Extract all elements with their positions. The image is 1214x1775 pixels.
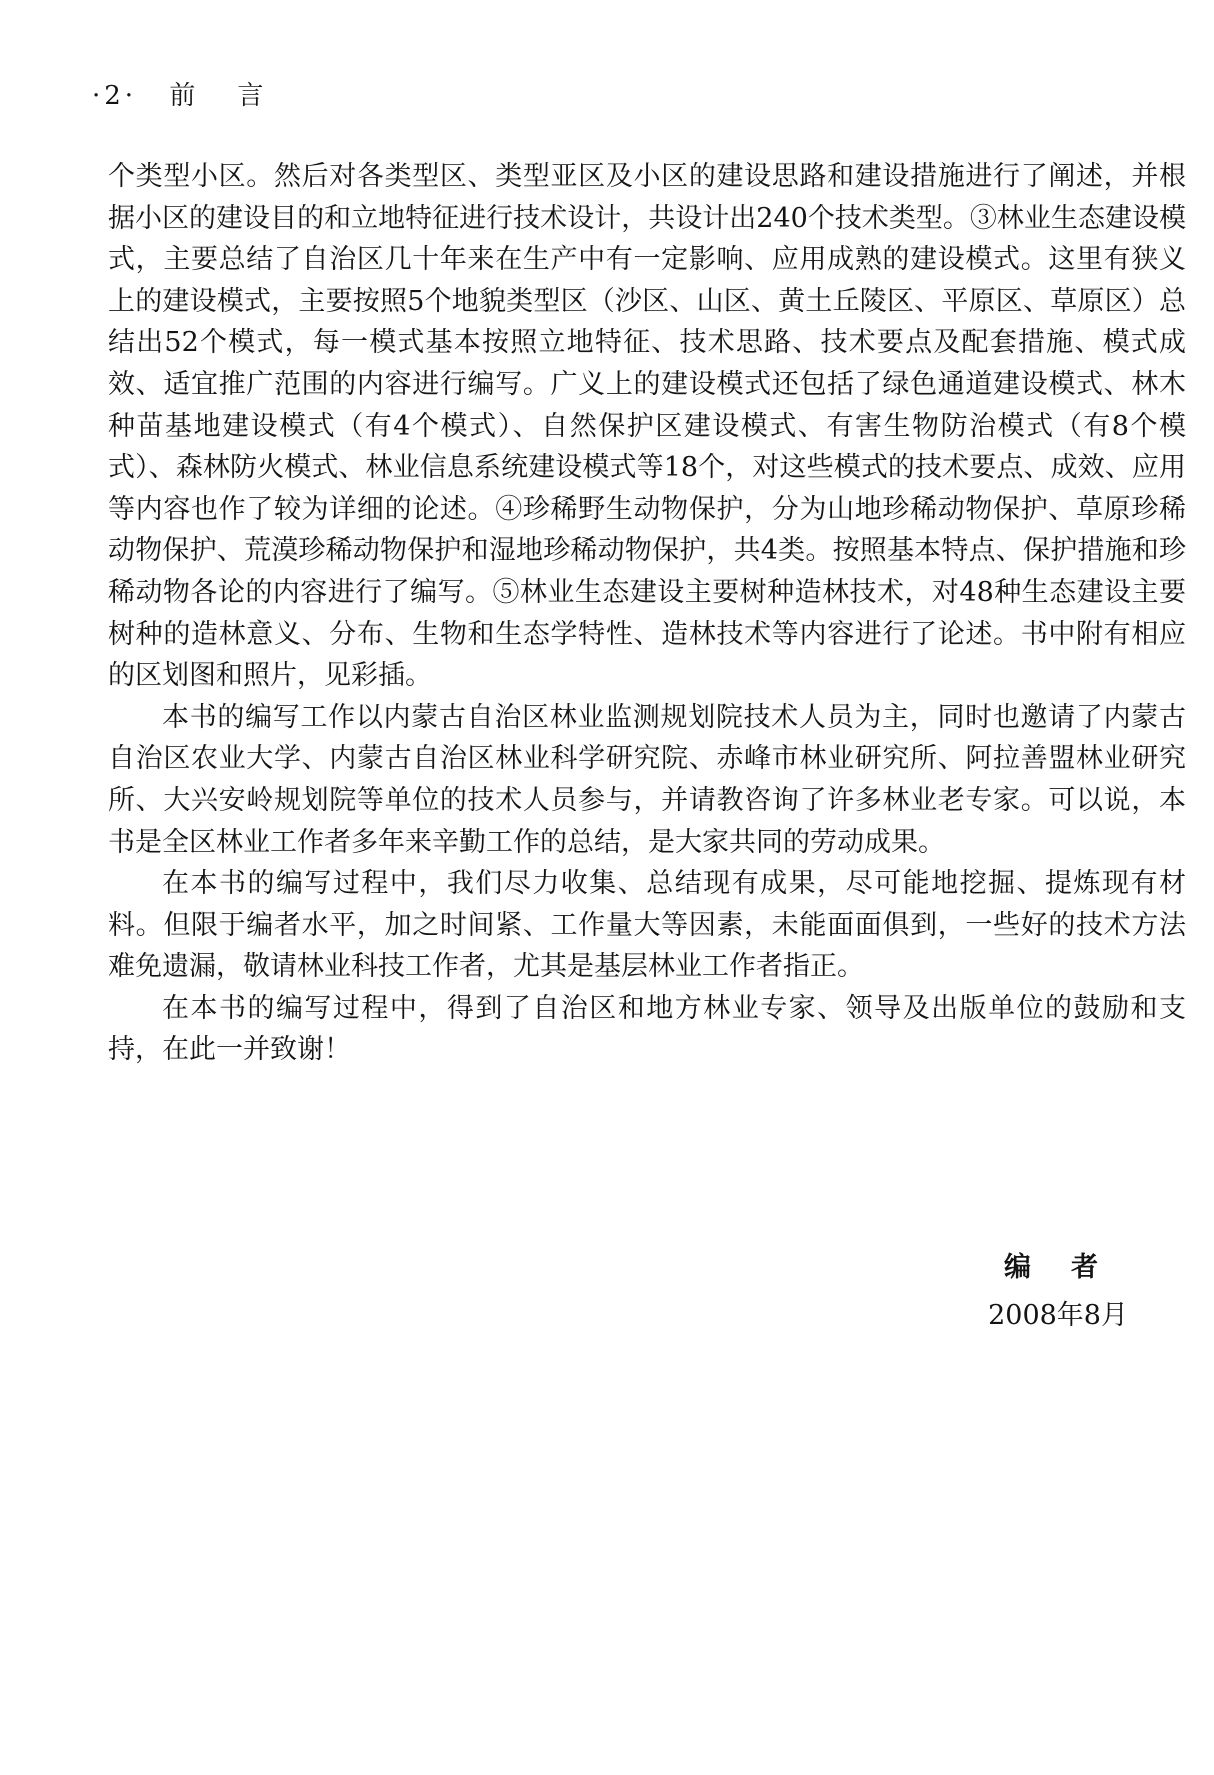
editor-signature: 编者 bbox=[1004, 1252, 1138, 1283]
section-title: 前言 bbox=[169, 81, 306, 111]
paragraph-acknowledgement: 在本书的编写过程中，得到了自治区和地方林业专家、领导及出版单位的鼓励和支持，在此一并致谢！ bbox=[108, 992, 1186, 1066]
body-text bbox=[108, 156, 1186, 1071]
paragraph-continued: 个类型小区。然后对各类型区、类型亚区及小区的建设思路和建设措施进行了阐述，并根据小区的建设目的和立地特征进行技术设计，共设计出240个技术类型。③林业生态建设模式，主要总结了自治区几十年来在生产中有一定影响、应用成熟的建设模式。这里有狭义上的建设模式，主要按照5个地貌类型区（沙区、山区、黄土丘陵区、平原区、草原区）总结出52个模式，每一模式基本按照立地特征、技术思路、技术要点及配套措施、模式成效、适宜推广范围的内容进行编写。广义上的建设模式还包括了绿色通道建设模式、林木种苗基地建设模式（有4个模式）、自然保护区建设模式、有害生物防治模式（有8个模式）、森林防火模式、林业信息系统建设模式等18个，对这些模式的技术要点、成效、应用等内容也作了较为详细的论述。④珍稀野生动物保护，分为山地珍稀动物保护、草原珍稀动物保护、荒漠珍稀动物保护和湿地珍稀动物保护，共4类。按照基本特点、保护措施和珍稀动物各论的内容进行了编写。⑤林业生态建设主要树种造林技术，对48种生态建设主要树种的造林意义、分布、生物和生态学特性、造林技术等内容进行了论述。书中附有相应的区划图和照片，见彩插。 bbox=[108, 161, 1186, 692]
signature-date: 2008年8月 bbox=[988, 1300, 1128, 1331]
paragraph-limitations: 在本书的编写过程中，我们尽力收集、总结现有成果，尽可能地挖掘、提炼现有材料。但限于编者水平，加之时间紧、工作量大等因素，未能面面俱到，一些好的技术方法难免遗漏，敬请林业科技工作者，尤其是基层林业工作者指正。 bbox=[108, 868, 1186, 983]
page-number: ·2· bbox=[92, 81, 138, 111]
paragraph-authors: 本书的编写工作以内蒙古自治区林业监测规划院技术人员为主，同时也邀请了内蒙古自治区农业大学、内蒙古自治区林业科学研究院、赤峰市林业研究所、阿拉善盟林业研究所、大兴安岭规划院等单位的技术人员参与，并请教咨询了许多林业老专家。可以说，本书是全区林业工作者多年来辛勤工作的总结，是大家共同的劳动成果。 bbox=[108, 701, 1186, 858]
running-head bbox=[92, 76, 452, 116]
signature-block bbox=[828, 1247, 1138, 1337]
